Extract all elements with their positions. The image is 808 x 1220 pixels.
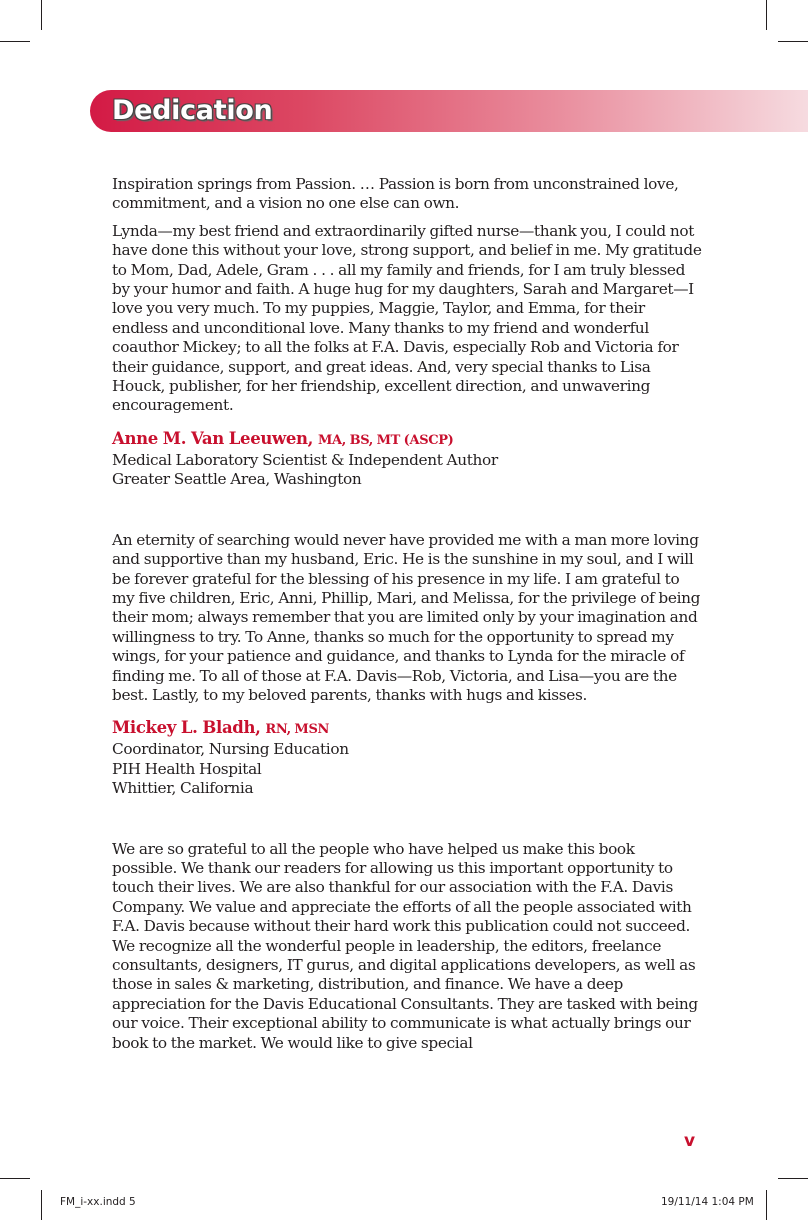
crop-mark-top-left-vertical [41, 0, 42, 30]
slug-file-name: FM_i-xx.indd 5 [60, 1196, 136, 1208]
author-1-name [112, 428, 702, 451]
crop-mark-top-right-vertical [766, 0, 767, 30]
crop-mark-top-right-horizontal [778, 41, 808, 42]
crop-mark-bottom-left-vertical [41, 1190, 42, 1220]
crop-mark-top-left-horizontal [0, 41, 30, 42]
acknowledgment-paragraph: We are so grateful to all the people who have helped us make this book possible. We thank our readers for allowing us this important opportunity to touch their lives. We are also thankful for our association with the F.A. Davis Company. We value and appreciate the efforts of all the people associated with F.A. Davis because without their hard work this publication could not succeed. We recognize all the wonderful people in leadership, the editors, freelance consultants, designers, IT gurus, and digital applications developers, as well as those in sales & marketing, distribution, and finance. We have a deep appreciation for the Davis Educational Consultants. They are tasked with being our voice. Their exceptional ability to communicate is what actually brings our book to the market. We would like to give special [112, 839, 698, 1052]
author-2-name-text: Mickey L. Bladh, [112, 718, 261, 738]
author-1-name-text: Anne M. Van Leeuwen, [112, 428, 314, 448]
author-2-affiliation-line: Whittier, California [112, 779, 254, 798]
dedication-1-paragraph-2: Lynda—my best friend and extraordinarily gifted nurse—thank you, I could not have done this without your love, strong support, and belief in me. My gratitude to Mom, Dad, Adele, Gram . . . all my family and friends, for I am truly blessed by your humor and faith. A huge hug for my daughters, Sarah and Margaret—I love you very much. To my puppies, Maggie, Taylor, and Emma, for their endless and unconditional love. Many thanks to my friend and wonderful coauthor Mickey; to all the folks at F.A. Davis, especially Rob and Victoria for their guidance, support, and great ideas. And, very special thanks to Lisa Houck, publisher, for her friendship, excellent direction, and unwavering encouragement. [112, 221, 702, 415]
page-number: v [684, 1131, 696, 1151]
author-2-credentials: RN, MSN [265, 722, 330, 738]
page-title: Dedication [112, 95, 273, 126]
author-1-credentials: MA, BS, MT (ASCP) [317, 432, 454, 448]
dedication-1-paragraph-1: Inspiration springs from Passion. … Passion is born from unconstrained love, commitment, and a vision no one else can own. [112, 175, 679, 213]
author-2-affiliation-line: Coordinator, Nursing Education [112, 740, 349, 759]
page-content [112, 175, 702, 1053]
author-2-affiliation-line: PIH Health Hospital [112, 759, 262, 778]
dedication-2-paragraph: An eternity of searching would never have provided me with a man more loving and supportive than my husband, Eric. He is the sunshine in my soul, and I will be forever grateful for the blessing of his presence in my life. I am grateful to my five children, Eric, Anni, Phillip, Mari, and Melissa, for the privilege of being their mom; always remember that you are limited only by your imagination and willingness to try. To Anne, thanks so much for the opportunity to spread my wings, for your patience and guidance, and thanks to Lynda for the miracle of finding me. To all of those at F.A. Davis—Rob, Victoria, and Lisa—you are the best. Lastly, to my beloved parents, thanks with hugs and kisses. [112, 530, 701, 704]
author-2-name [112, 717, 702, 740]
crop-mark-bottom-left-horizontal [0, 1178, 30, 1179]
crop-mark-bottom-right-horizontal [778, 1178, 808, 1179]
slug-timestamp: 19/11/14 1:04 PM [661, 1196, 754, 1208]
crop-mark-bottom-right-vertical [766, 1190, 767, 1220]
author-1-affiliation-line: Medical Laboratory Scientist & Independent Author [112, 450, 498, 469]
author-1-affiliation-line: Greater Seattle Area, Washington [112, 470, 362, 489]
